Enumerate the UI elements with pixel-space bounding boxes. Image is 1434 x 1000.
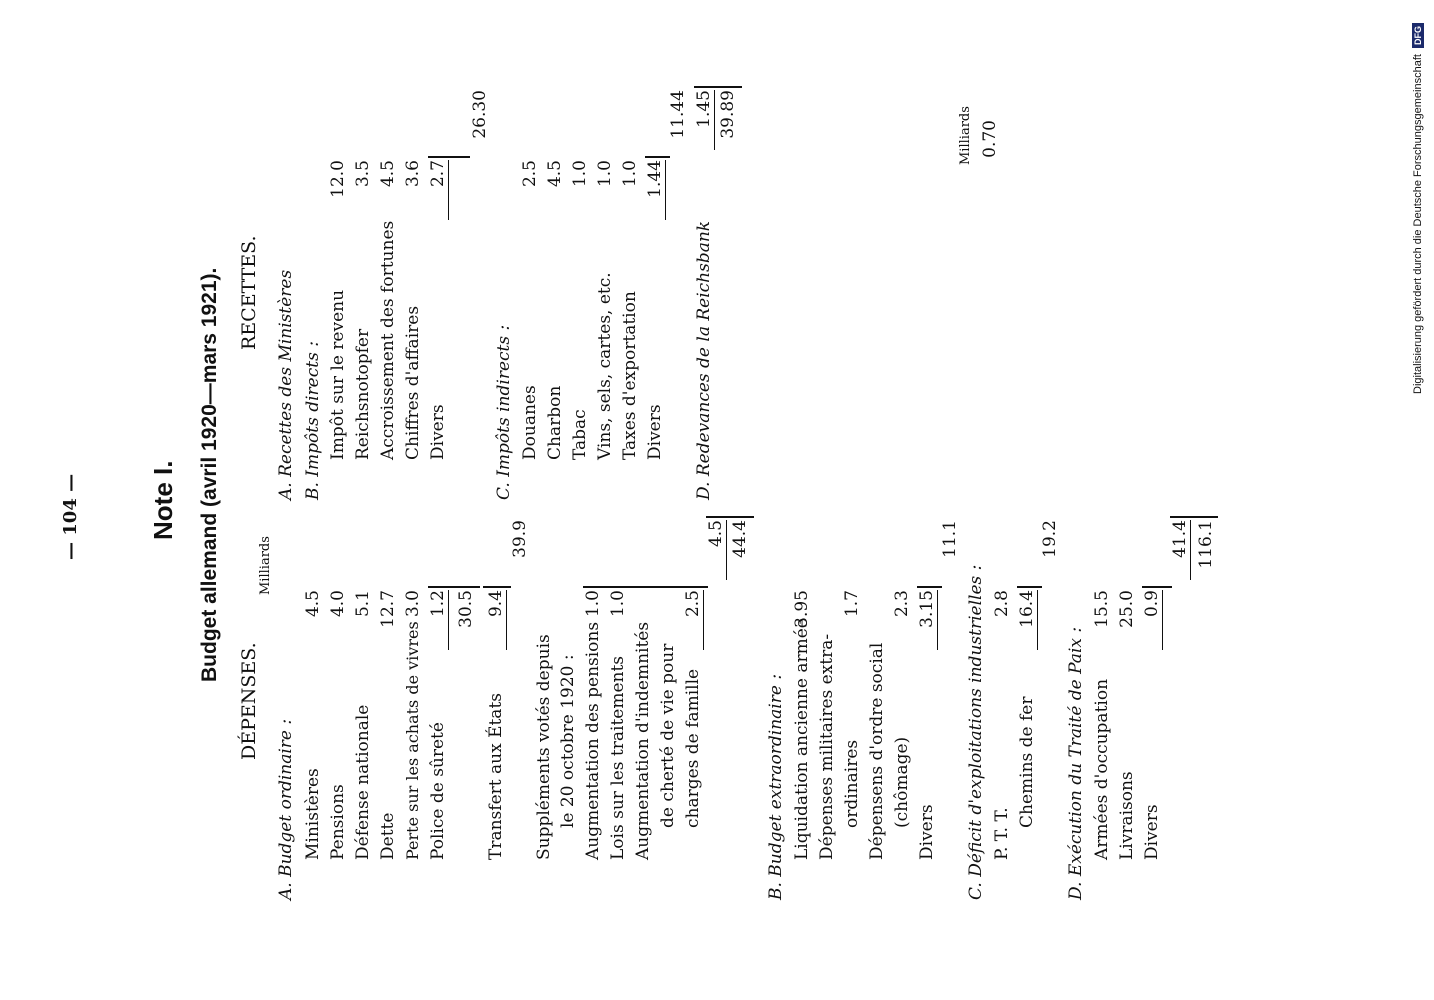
depenses-section-a: A. Budget ordinaire : [276,718,296,900]
recettes-section-d: D. Redevances de la Reichsbank [694,220,714,500]
dep-a-value-4: 12.7 [378,590,398,628]
recettes-heading: RECETTES. [238,235,260,350]
dep-a-value-1: 4.5 [303,590,323,618]
page-number: — 104 — [60,473,81,560]
dep-d-value-2: 25.0 [1117,590,1137,628]
dep-indem-value: 2.5 [683,590,704,650]
dep-a-value-3: 5.1 [353,590,373,618]
dep-c-label-2: Chemins de fer [1017,696,1037,828]
dep-indem-3: charges de famille [683,668,703,828]
rule [583,587,708,589]
dep-transfert-label: Transfert aux États [486,693,506,860]
rec-b-value-3: 4.5 [378,160,398,188]
rec-d-value: 1.45 [694,90,715,150]
dep-b-total: 11.1 [940,520,960,558]
rec-b-label-3: Accroissement des fortunes [378,220,398,460]
rule [694,87,742,89]
depenses-heading: DÉPENSES. [238,642,260,760]
rule [706,517,754,519]
dep-c-total: 19.2 [1040,520,1060,558]
dep-c-label-1: P. T. T. [992,807,1012,860]
dep-supp-heading-2: le 20 octobre 1920 : [558,654,578,828]
rec-c-value-4: 1.0 [595,160,615,188]
dep-a-subtotal: 30.5 [456,590,476,628]
dep-supp-value-2: 1.0 [608,590,628,618]
rec-a-value: 0.70 [980,120,1000,158]
rec-b-value-4: 3.6 [403,160,423,188]
rec-c-label-3: Tabac [570,409,590,460]
dep-a-label-5: Perte sur les achats de vivres [403,621,422,860]
recettes-section-a: A. Recettes des Ministères [276,269,296,500]
dep-supp-label-2: Lois sur les traitements [608,655,628,860]
rec-b-label-5: Divers [428,404,448,460]
rec-c-total: 11.44 [668,90,688,139]
rec-c-value-2: 4.5 [545,160,565,188]
rec-c-value-3: 1.0 [570,160,590,188]
rule [1170,517,1218,519]
dep-a-value-5: 3.0 [403,590,423,618]
rec-b-value-2: 3.5 [353,160,373,188]
rec-c-label-5: Taxes d'exportation [620,291,640,460]
dep-a-total: 39.9 [510,520,530,558]
dep-d-total: 41.4 [1170,520,1191,580]
recettes-section-c: C. Impôts indirects : [494,324,514,500]
dep-a-label-1: Ministères [303,768,323,860]
depenses-unit: Milliards [258,536,273,595]
rec-c-value-5: 1.0 [620,160,640,188]
dep-d-label-2: Livraisons [1117,771,1137,860]
rec-c-label-1: Douanes [520,385,540,460]
dep-a-label-6: Police de sûreté [428,722,448,860]
dep-b-label-4: Dépensens d'ordre social [867,642,887,860]
dep-b-value-3: 1.7 [842,590,862,618]
dep-a-value-6: 1.2 [428,590,449,650]
rule [917,587,942,589]
dep-d-label-3: Divers [1142,804,1162,860]
dep-b-label-2: Dépenses militaires extra- [817,633,837,860]
dep-indem-1: Augmentation d'indemnités [633,621,653,860]
dep-b-label-5: (chômage) [892,736,912,828]
budget-title: Budget allemand (avril 1920—mars 1921). [198,267,221,682]
dep-b-label-3: ordinaires [842,739,862,828]
recettes-unit: Milliards [958,106,973,165]
rec-c-label-4: Vins, sels, cartes, etc. [595,272,615,460]
dep-c-value-1: 2.8 [992,590,1012,618]
dep-transfert-value: 9.4 [486,590,507,650]
rule [428,587,480,589]
dep-b-value-6: 3.15 [917,590,938,650]
rec-b-total: 26.30 [470,90,490,139]
rec-b-value-5: 2.7 [428,160,449,220]
dfg-logo: DFG [1412,23,1424,48]
dep-b-value-5: 2.3 [892,590,912,618]
depenses-section-d: D. Exécution du Traité de Paix : [1066,626,1086,900]
dep-supp-heading-1: Suppléments votés depuis [534,634,554,860]
credit-text: Digitalisierung gefördert durch die Deutsche Forschungsgemeinschaft [1412,54,1424,394]
dep-c-value-2: 16.4 [1017,590,1038,650]
recettes-section-b: B. Impôts directs : [303,341,323,500]
dep-b-label-6: Divers [917,804,937,860]
rec-c-value-6: 1.44 [645,160,666,220]
rec-b-label-1: Impôt sur le revenu [328,289,348,460]
dep-d-value-1: 15.5 [1092,590,1112,628]
rec-c-label-2: Charbon [545,385,565,460]
rec-b-value-1: 12.0 [328,160,348,198]
rule [645,157,670,159]
dep-supp-value-1: 1.0 [583,590,603,618]
rule [1142,587,1172,589]
rule [1017,587,1042,589]
dep-supp-label-1: Augmentation des pensions [583,621,603,860]
dep-a-grand-total: 44.4 [730,520,750,558]
dep-a-label-4: Dette [378,812,398,860]
rec-b-label-4: Chiffres d'affaires [403,305,423,460]
rec-b-label-2: Reichsnotopfer [353,328,373,460]
rule [483,587,511,589]
rec-c-value-1: 2.5 [520,160,540,188]
dep-a-label-2: Pensions [328,784,348,860]
rule [428,157,470,159]
rec-c-label-6: Divers [645,404,665,460]
dep-d-label-1: Armées d'occupation [1092,678,1112,860]
digitization-credit [1404,4,1432,394]
dep-b-label-1: Liquidation ancienne armée [792,618,812,860]
depenses-section-b: B. Budget extraordinaire : [766,673,786,900]
dep-a-value-2: 4.0 [328,590,348,618]
note-title: Note I. [148,460,178,540]
dep-a-label-3: Défense nationale [353,704,373,860]
dep-supp-total: 4.5 [706,520,727,580]
dep-grand-total: 116.1 [1196,520,1216,569]
dep-b-value-1: 3.95 [792,590,812,628]
dep-d-value-3: 0.9 [1142,590,1163,650]
rec-grand-total: 39.89 [718,90,738,139]
depenses-section-c: C. Déficit d'exploitations industrielles : [966,564,986,900]
dep-indem-2: de cherté de vie pour [658,643,678,828]
